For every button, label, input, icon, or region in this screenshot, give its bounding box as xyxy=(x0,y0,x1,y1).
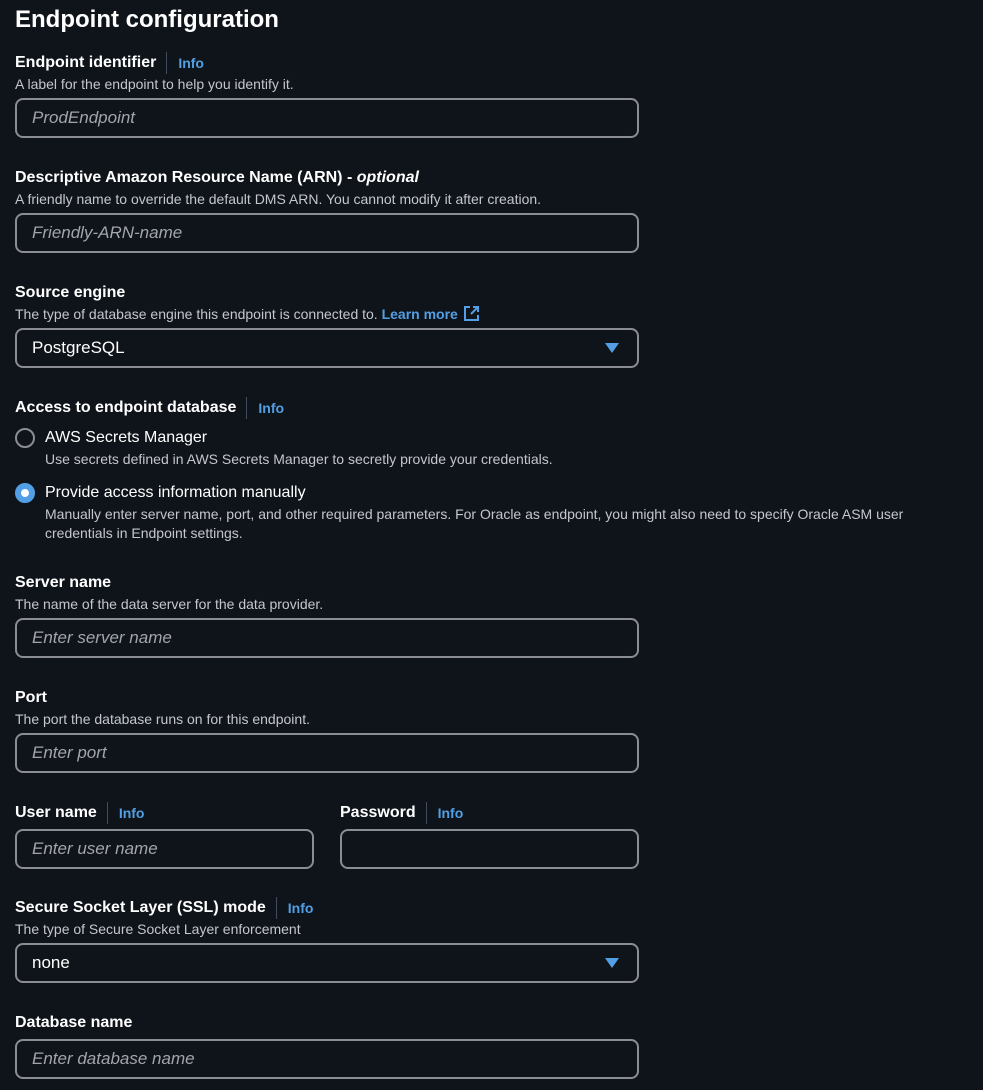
user-name-input[interactable] xyxy=(15,829,314,869)
password-label: Password xyxy=(340,804,416,821)
port-label: Port xyxy=(15,689,47,706)
server-name-label: Server name xyxy=(15,574,112,591)
ssl-mode-field xyxy=(15,897,639,983)
user-name-placeholder: Enter user name xyxy=(32,839,158,858)
arn-optional-label: optional xyxy=(356,169,419,186)
server-name-placeholder: Enter server name xyxy=(32,628,172,647)
endpoint-identifier-placeholder: ProdEndpoint xyxy=(32,108,136,127)
endpoint-identifier-info-link[interactable]: Info xyxy=(178,55,204,71)
access-info-link[interactable]: Info xyxy=(258,400,285,416)
endpoint-identifier-description: A label for the endpoint to help you identify it. xyxy=(15,76,294,92)
divider xyxy=(166,52,167,74)
server-name-description: The name of the data server for the data provider. xyxy=(15,596,324,612)
arn-input[interactable] xyxy=(15,213,639,253)
ssl-mode-info-link[interactable]: Info xyxy=(287,900,314,916)
database-name-placeholder: Enter database name xyxy=(32,1049,195,1068)
ssl-mode-selected-value: none xyxy=(32,953,70,972)
divider xyxy=(246,397,247,419)
arn-placeholder: Friendly-ARN-name xyxy=(32,223,183,242)
port-input[interactable] xyxy=(15,733,639,773)
endpoint-identifier-field xyxy=(15,52,639,138)
divider xyxy=(426,802,427,824)
divider xyxy=(107,802,108,824)
external-link-icon xyxy=(463,305,480,322)
access-label: Access to endpoint database xyxy=(15,399,237,416)
endpoint-identifier-label: Endpoint identifier xyxy=(15,54,157,71)
source-engine-description: The type of database engine this endpoint is connected to. Learn more xyxy=(15,305,639,323)
source-engine-field xyxy=(15,282,639,368)
section-title: Endpoint configuration xyxy=(15,6,279,33)
database-name-label: Database name xyxy=(15,1014,133,1031)
caret-down-icon xyxy=(605,343,619,353)
port-field xyxy=(15,687,639,773)
access-field xyxy=(15,397,284,419)
server-name-input[interactable] xyxy=(15,618,639,658)
radio-icon[interactable] xyxy=(15,428,35,448)
caret-down-icon xyxy=(605,958,619,968)
user-name-info-link[interactable]: Info xyxy=(118,805,145,821)
radio-option-secrets-manager[interactable] xyxy=(15,427,965,469)
source-engine-select[interactable] xyxy=(15,328,639,368)
endpoint-identifier-input[interactable] xyxy=(15,98,639,138)
database-name-field xyxy=(15,1012,639,1079)
ssl-mode-label: Secure Socket Layer (SSL) mode xyxy=(15,899,266,916)
learn-more-link[interactable]: Learn more xyxy=(382,306,480,322)
password-info-link[interactable]: Info xyxy=(437,805,464,821)
ssl-mode-select[interactable] xyxy=(15,943,639,983)
divider xyxy=(276,897,277,919)
arn-description: A friendly name to override the default DMS ARN. You cannot modify it after creation. xyxy=(15,191,542,207)
radio-secrets-manager-description: Use secrets defined in AWS Secrets Manager to secretly provide your credentials. xyxy=(45,451,553,467)
ssl-mode-description: The type of Secure Socket Layer enforcement xyxy=(15,921,301,937)
radio-secrets-manager-label: AWS Secrets Manager xyxy=(45,429,208,446)
radio-manual-label: Provide access information manually xyxy=(45,484,306,501)
password-input[interactable] xyxy=(340,829,639,869)
user-name-field xyxy=(15,802,314,869)
server-name-field xyxy=(15,572,639,658)
arn-label: Descriptive Amazon Resource Name (ARN) - optional xyxy=(15,169,419,186)
arn-field xyxy=(15,167,639,253)
port-placeholder: Enter port xyxy=(32,743,107,762)
radio-manual-description: Manually enter server name, port, and other required parameters. For Oracle as endpoint, you might also need to specify Oracle ASM user credentials in Endpoint settings. xyxy=(45,506,904,541)
database-name-input[interactable] xyxy=(15,1039,639,1079)
radio-option-manual[interactable] xyxy=(15,482,965,543)
radio-checked-icon[interactable] xyxy=(15,483,35,503)
source-engine-selected-value: PostgreSQL xyxy=(32,338,125,357)
password-field xyxy=(340,802,639,869)
user-name-label: User name xyxy=(15,804,97,821)
source-engine-label: Source engine xyxy=(15,284,126,301)
port-description: The port the database runs on for this endpoint. xyxy=(15,711,310,727)
